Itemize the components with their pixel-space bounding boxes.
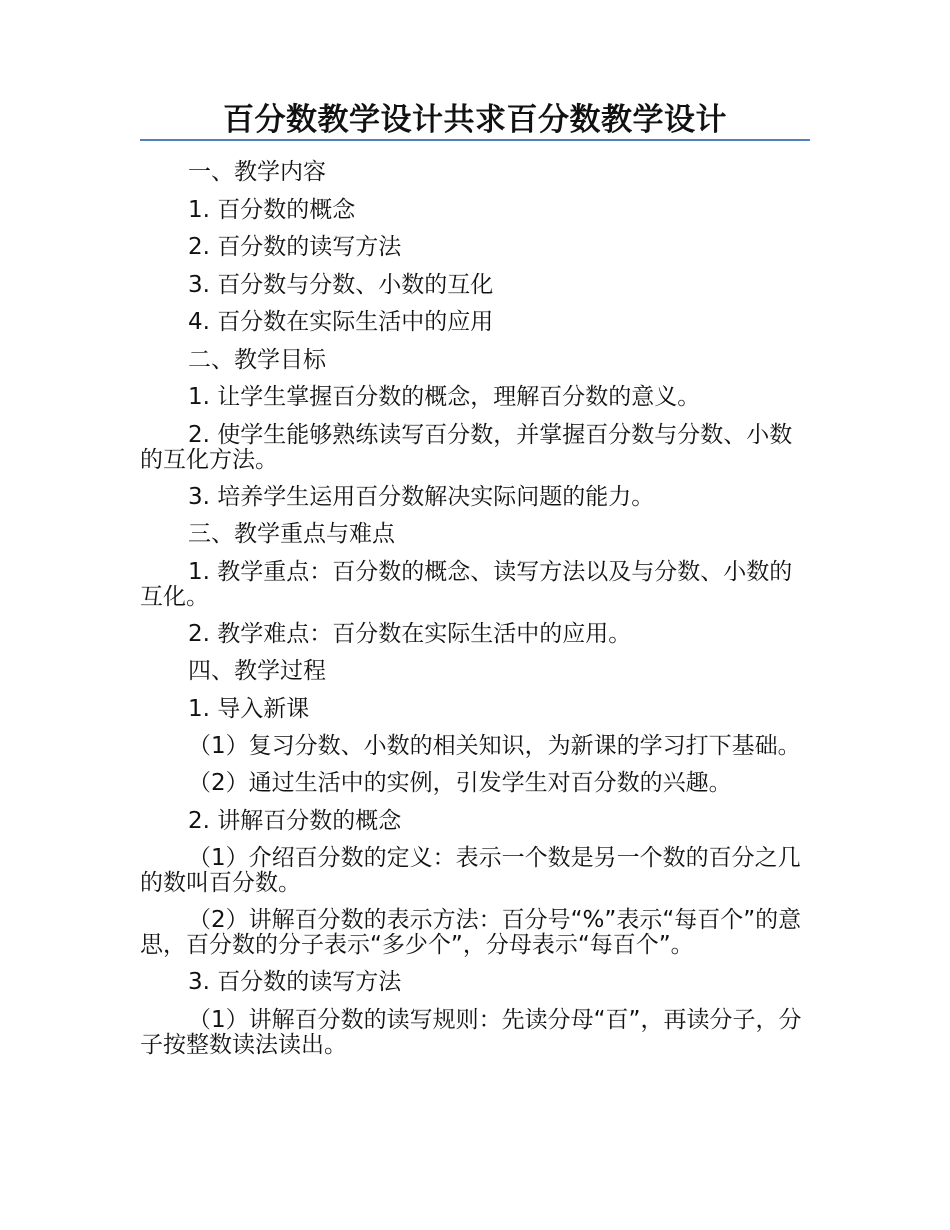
paragraph: 2. 教学难点：百分数在实际生活中的应用。 <box>188 620 632 647</box>
paragraph: 2. 百分数的读写方法 <box>188 234 402 260</box>
paragraph: 1. 百分数的概念 <box>188 196 356 223</box>
paragraph: 4. 百分数在实际生活中的应用 <box>188 309 494 335</box>
paragraph: （2）讲解百分数的表示方法：百分号“%”表示“每百个”的意思，百分数的分子表示“多少个”，分母表示“每百个”。 <box>140 907 802 958</box>
document-title: 百分数教学设计共求百分数教学设计 <box>223 102 727 138</box>
paragraph: 1. 导入新课 <box>188 695 310 722</box>
section-heading-content: 一、教学内容 <box>188 159 326 185</box>
section-heading-objectives: 二、教学目标 <box>188 346 326 373</box>
paragraph: 3. 培养学生运用百分数解决实际问题的能力。 <box>188 483 655 510</box>
paragraph: （1）介绍百分数的定义：表示一个数是另一个数的百分之几的数叫百分数。 <box>140 845 801 896</box>
paragraph: 2. 讲解百分数的概念 <box>188 807 402 834</box>
paragraph: 1. 让学生掌握百分数的概念，理解百分数的意义。 <box>188 384 701 410</box>
paragraph: （1）讲解百分数的读写规则：先读分母“百”，再读分子，分子按整数读法读出。 <box>140 1006 802 1058</box>
paragraph: 3. 百分数与分数、小数的互化 <box>188 271 494 298</box>
section-heading-process: 四、教学过程 <box>188 658 326 684</box>
paragraph: 3. 百分数的读写方法 <box>188 969 402 995</box>
paragraph: （1）复习分数、小数的相关知识，为新课的学习打下基础。 <box>188 733 801 759</box>
paragraph: 1. 教学重点：百分数的概念、读写方法以及与分数、小数的互化。 <box>140 558 793 610</box>
paragraph: 2. 使学生能够熟练读写百分数，并掌握百分数与分数、小数的互化方法。 <box>140 421 793 473</box>
title-underline <box>140 139 810 141</box>
document-body <box>140 154 810 1058</box>
section-heading-key-points: 三、教学重点与难点 <box>188 521 395 547</box>
paragraph: （2）通过生活中的实例，引发学生对百分数的兴趣。 <box>188 770 732 796</box>
